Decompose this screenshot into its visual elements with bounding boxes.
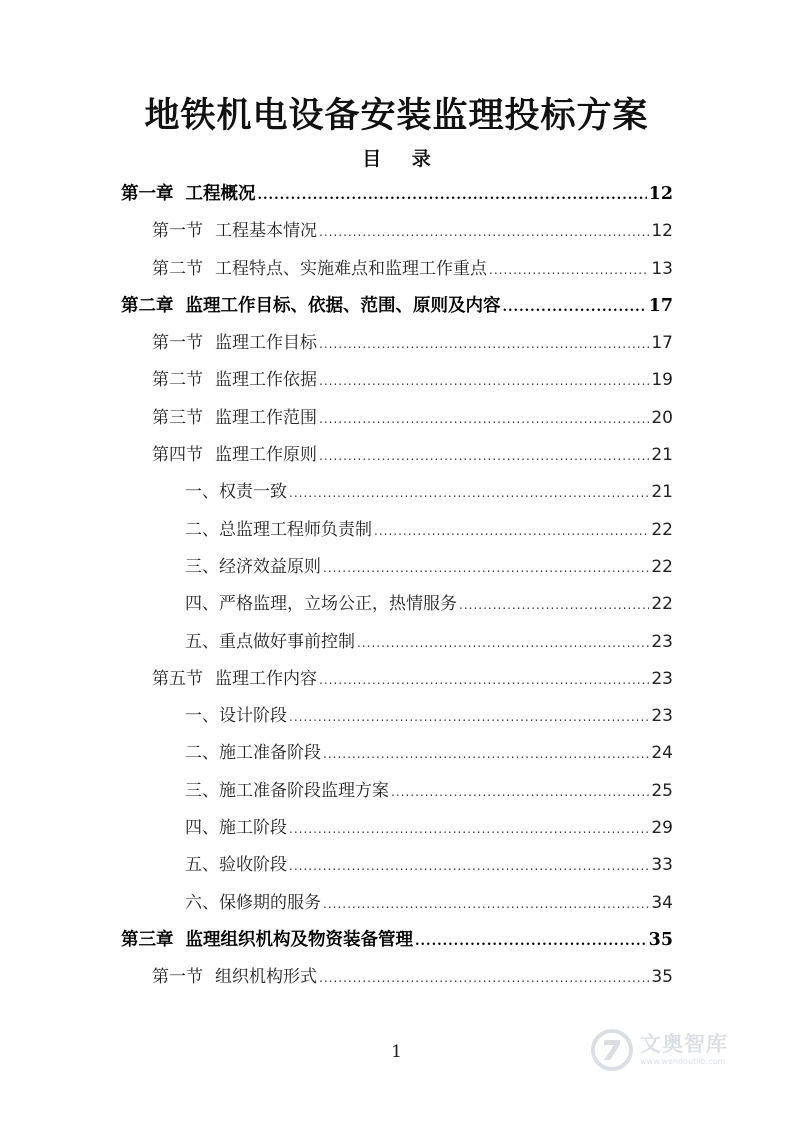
toc-entry-label: 第三章 (121, 929, 174, 950)
toc-entry-label: 第二节 (152, 370, 203, 391)
toc-entry[interactable] (0, 176, 673, 213)
toc-entry[interactable] (0, 810, 673, 847)
toc-entry[interactable] (0, 885, 673, 922)
toc-entry-text (152, 437, 317, 474)
dot-leader (323, 550, 649, 587)
toc-page-number: 12 (651, 221, 673, 242)
toc-entry[interactable] (0, 400, 673, 437)
watermark-url: www.wendoutlib.com (640, 1057, 726, 1066)
dot-leader (323, 886, 649, 923)
toc-entry[interactable] (0, 959, 673, 996)
toc-entry-title: 监理工作目标 (215, 333, 317, 354)
toc-entry-text (185, 847, 287, 884)
toc-entry-title: 施工准备阶段监理方案 (219, 780, 389, 801)
dot-leader (319, 438, 649, 475)
toc-entry-text (121, 288, 501, 325)
toc-entry-label: 一、 (185, 482, 219, 503)
toc-entry-title: 监理工作内容 (215, 668, 317, 689)
page-number: 1 (391, 1042, 402, 1062)
toc-entry[interactable] (0, 847, 673, 884)
dot-leader (391, 774, 649, 811)
toc-entry-title: 严格监理，立场公正，热情服务 (219, 594, 457, 615)
toc-entry-text (185, 512, 372, 549)
toc-entry-text (185, 735, 321, 772)
toc-entry-label: 二、 (185, 743, 219, 764)
toc-page-number: 35 (648, 929, 673, 950)
toc-entry[interactable] (0, 773, 673, 810)
toc-page-number: 17 (648, 295, 673, 316)
toc-page-number: 19 (651, 370, 673, 391)
toc-page-number: 22 (651, 519, 673, 540)
toc-entry-text (185, 624, 355, 661)
dot-leader (258, 177, 647, 214)
toc-page-number: 21 (651, 482, 673, 503)
dot-leader (319, 326, 649, 363)
toc-entry[interactable] (0, 624, 673, 661)
toc-entry-title: 工程基本情况 (215, 221, 317, 242)
dot-leader (289, 699, 649, 736)
toc-entry-text (152, 661, 317, 698)
toc-entry-title: 监理工作依据 (215, 370, 317, 391)
dot-leader (319, 960, 649, 997)
toc-entry[interactable] (0, 362, 673, 399)
toc-entry[interactable] (0, 922, 673, 959)
toc-page-number: 21 (651, 445, 673, 466)
toc-entry-label: 五、 (185, 631, 219, 652)
toc-entry-label: 第二章 (121, 295, 174, 316)
toc-entry-title: 施工准备阶段 (219, 743, 321, 764)
toc-entry-label: 第四节 (152, 445, 203, 466)
toc-page-number: 35 (651, 967, 673, 988)
toc-entry-title: 验收阶段 (219, 855, 287, 876)
toc-entry-title: 总监理工程师负责制 (219, 519, 372, 540)
watermark (590, 1026, 760, 1074)
toc-entry[interactable] (0, 251, 673, 288)
toc-page-number: 20 (651, 407, 673, 428)
toc-entry-text (185, 698, 287, 735)
toc-entry[interactable] (0, 437, 673, 474)
toc-page-number: 13 (651, 258, 673, 279)
toc-entry-label: 第一节 (152, 333, 203, 354)
toc-page-number: 22 (651, 594, 673, 615)
toc-entry-title: 经济效益原则 (219, 556, 321, 577)
toc-page-number: 23 (651, 631, 673, 652)
toc-page-number: 25 (651, 780, 673, 801)
toc-entry-title: 监理工作目标、依据、范围、原则及内容 (185, 295, 501, 316)
toc-entry-label: 三、 (185, 556, 219, 577)
toc-entry-label: 一、 (185, 706, 219, 727)
toc-page-number: 34 (651, 892, 673, 913)
dot-leader (357, 625, 649, 662)
toc-entry-title: 监理工作范围 (215, 407, 317, 428)
document-title: 地铁机电设备安装监理投标方案 (144, 95, 649, 136)
toc-entry-title: 监理工作原则 (215, 445, 317, 466)
toc-entry-label: 第一章 (121, 184, 174, 204)
toc-entry[interactable] (0, 735, 673, 772)
toc-entry-text (185, 586, 457, 623)
toc-entry-title: 保修期的服务 (219, 892, 321, 913)
toc-entry-label: 第二节 (152, 258, 203, 279)
toc-page-number: 29 (651, 818, 673, 839)
toc-entry-title: 组织机构形式 (215, 967, 317, 988)
toc-heading: 目 录 (362, 148, 443, 170)
logo-icon (590, 1028, 634, 1072)
toc-entry-title: 工程特点、实施难点和监理工作重点 (215, 258, 487, 279)
toc-entry[interactable] (0, 661, 673, 698)
toc-entry[interactable] (0, 698, 673, 735)
toc-page-number: 33 (651, 855, 673, 876)
toc-entry-label: 第五节 (152, 668, 203, 689)
toc-entry-text (152, 251, 487, 288)
table-of-contents (0, 176, 793, 997)
toc-entry-title: 重点做好事前控制 (219, 631, 355, 652)
toc-entry-text (152, 959, 317, 996)
dot-leader (459, 587, 649, 624)
toc-page-number: 17 (651, 333, 673, 354)
toc-entry-text (121, 922, 413, 959)
toc-page-number: 12 (648, 184, 673, 204)
watermark-name: 文奥智库 (640, 1032, 728, 1056)
toc-entry-text (121, 176, 256, 213)
toc-entry[interactable] (0, 325, 673, 362)
toc-entry-text (152, 400, 317, 437)
toc-entry-label: 三、 (185, 780, 219, 801)
toc-entry-label: 第一节 (152, 221, 203, 242)
toc-entry-text (185, 810, 287, 847)
toc-entry-text (152, 325, 317, 362)
toc-page-number: 23 (651, 668, 673, 689)
dot-leader (289, 848, 649, 885)
toc-entry[interactable] (0, 586, 673, 623)
dot-leader (319, 401, 649, 438)
toc-entry-title: 设计阶段 (219, 706, 287, 727)
dot-leader (319, 363, 649, 400)
toc-entry-text (185, 474, 287, 511)
toc-entry-text (152, 362, 317, 399)
toc-entry[interactable] (0, 288, 673, 325)
toc-entry-text (185, 885, 321, 922)
toc-entry-title: 权责一致 (219, 482, 287, 503)
toc-entry-label: 二、 (185, 519, 219, 540)
toc-entry-title: 工程概况 (185, 184, 256, 204)
toc-entry-label: 六、 (185, 892, 219, 913)
dot-leader (489, 252, 649, 289)
toc-page-number: 22 (651, 556, 673, 577)
toc-entry-text (185, 549, 321, 586)
dot-leader (319, 214, 649, 251)
dot-leader (319, 662, 649, 699)
dot-leader (503, 289, 647, 326)
toc-entry-label: 四、 (185, 594, 219, 615)
dot-leader (415, 923, 647, 960)
toc-entry-title: 监理组织机构及物资装备管理 (185, 929, 413, 950)
toc-entry-text (152, 213, 317, 250)
dot-leader (374, 513, 649, 550)
toc-entry-label: 五、 (185, 855, 219, 876)
dot-leader (289, 811, 649, 848)
dot-leader (289, 475, 649, 512)
toc-entry[interactable] (0, 213, 673, 250)
toc-entry-text (185, 773, 389, 810)
toc-entry[interactable] (0, 474, 673, 511)
toc-page-number: 23 (651, 706, 673, 727)
dot-leader (323, 736, 649, 773)
toc-entry-title: 施工阶段 (219, 818, 287, 839)
toc-entry-label: 第一节 (152, 967, 203, 988)
toc-entry-label: 四、 (185, 818, 219, 839)
toc-page-number: 24 (651, 743, 673, 764)
toc-entry-label: 第三节 (152, 407, 203, 428)
toc-entry[interactable] (0, 549, 673, 586)
toc-entry[interactable] (0, 512, 673, 549)
